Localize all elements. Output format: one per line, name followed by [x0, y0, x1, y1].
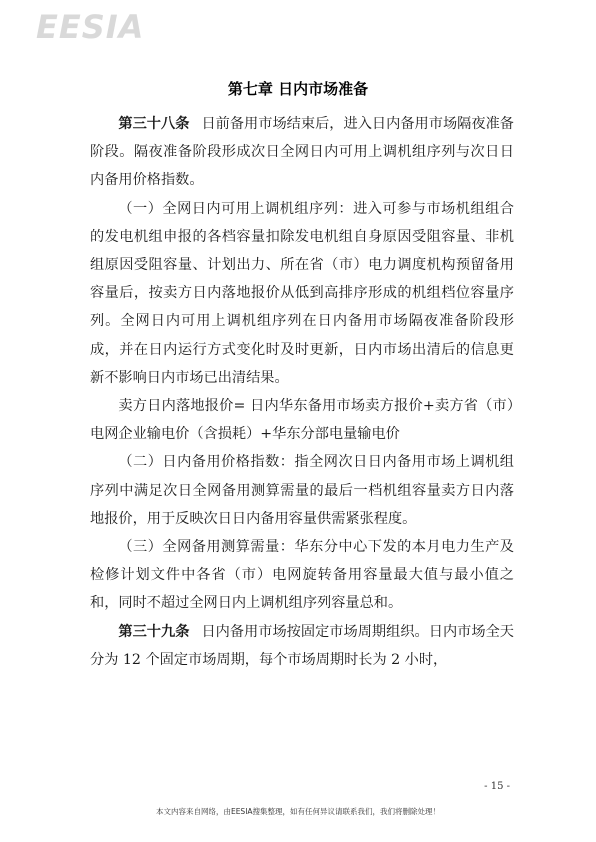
clause-2-text: （二）日内备用价格指数：指全网次日日内备用市场上调机组序列中满足次日全网备用测算需量的最后一档机组容量卖方日内落地报价，用于反映次日日内备用容量供需紧张程度。	[90, 454, 514, 527]
chapter-title: 第七章 日内市场准备	[227, 80, 369, 98]
article-38-heading: 第三十八条	[118, 116, 190, 132]
footer-disclaimer: 本文内容来自网络，由EESIA搜集整理，如有任何异议请联系我们，我们将删除处理！	[155, 807, 441, 816]
article-39-heading: 第三十九条	[118, 623, 190, 640]
clause-2-paragraph	[90, 448, 514, 533]
page-number: - 15 -	[484, 781, 510, 792]
article-39-text: 日内备用市场按固定市场周期组织。日内市场全天分为 12 个固定市场周期，每个市场周期时长为 2 小时，	[90, 623, 514, 668]
formula-paragraph	[90, 392, 514, 448]
clause-1-paragraph	[90, 195, 514, 392]
article-38-paragraph	[90, 110, 514, 195]
article-38-text: 日前备用市场结束后，进入日内备用市场隔夜准备阶段。隔夜准备阶段形成次日全网日内可用上调机组序列与次日日内备用价格指数。	[90, 116, 514, 189]
formula-text: 卖方日内落地报价= 日内华东备用市场卖方报价+卖方省（市）电网企业输电价（含损耗）+华东分部电量输电价	[90, 398, 514, 443]
eesia-logo: EESIA	[36, 8, 145, 46]
document-body	[90, 110, 514, 674]
clause-3-paragraph	[90, 533, 514, 618]
clause-3-text: （三）全网备用测算需量：华东分中心下发的本月电力生产及检修计划文件中各省（市）电网旋转备用容量最大值与最小值之和，同时不超过全网日内上调机组序列容量总和。	[90, 539, 514, 612]
clause-1-text: （一）全网日内可用上调机组序列：进入可参与市场机组组合的发电机组申报的各档容量扣除发电机组自身原因受阻容量、非机组原因受阻容量、计划出力、所在省（市）电力调度机构预留备用容量后，按卖方日内落地报价从低到高排序形成的机组档位容量序列。全网日内可用上调机组序列在日内备用市场隔夜准备阶段形成，并在日内运行方式变化时及时更新，日内市场出清后的信息更新不影响日内市场已出清结果。	[90, 200, 514, 386]
article-39-paragraph	[90, 618, 514, 674]
